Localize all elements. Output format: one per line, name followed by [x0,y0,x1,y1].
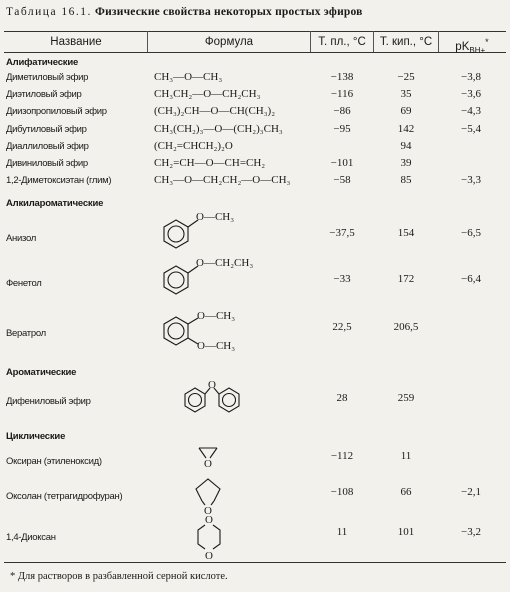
bond [199,448,206,458]
row-bp: 142 [397,123,415,135]
row-bp: 11 [400,450,412,462]
row-mp: −112 [330,450,354,462]
row-mp: −138 [330,71,354,83]
row-bp: 66 [400,486,412,498]
header-divider [147,31,148,52]
row-name: Дивиниловый эфир [6,158,88,169]
row-mp: 22,5 [332,321,352,333]
row-name: Диметиловый эфир [6,72,89,83]
row-pk: −2,1 [461,486,481,498]
section-aromatic: Ароматические [6,367,77,378]
row-bp: 259 [397,392,415,404]
anisole-substituent: O—CH₃ [196,211,235,223]
row-formula: CH₂=CH—O—CH=CH₂ [154,157,266,169]
row-name: Фенетол [6,278,42,289]
row-formula: (CH₂=CHCH₂)₂O [154,140,233,152]
row-bp: 35 [400,88,412,100]
row-pk: −6,5 [461,227,481,239]
row-formula: CH₃(CH₂)₃—O—(CH₂)₃CH₃ [154,123,283,135]
aromatic-circle [168,226,184,242]
row-mp: −108 [330,486,354,498]
phenetole-structure [158,252,268,304]
row-bp: 172 [397,273,415,285]
row-formula: CH₃—O—CH₃ [154,71,223,83]
row-mp: −37,5 [329,227,355,239]
veratrole-substituent-2: O—CH₃ [197,340,236,352]
aromatic-circle [189,394,202,407]
row-bp: −25 [397,71,415,83]
row-name: 1,4-Диоксан [6,532,56,543]
row-name: Оксолан (тетрагидрофуран) [6,491,123,502]
phenetole-substituent: O—CH₂CH₃ [196,257,254,269]
row-bp: 69 [400,105,412,117]
header-boiling-point: Т. кип., °С [379,36,433,48]
row-mp: −116 [330,88,354,100]
section-alkylaromatic: Алкилароматические [6,198,104,209]
aromatic-circle [168,272,184,288]
row-mp: 28 [336,392,348,404]
bond [210,448,217,458]
oxolane-structure [192,474,226,518]
row-pk: −6,4 [461,273,481,285]
row-pk: −5,4 [461,123,481,135]
row-name: Дифениловый эфир [6,396,91,407]
pk-symbol: pK [455,40,470,53]
ring-oxygen: O [205,550,213,562]
row-bp: 101 [397,526,415,538]
aromatic-circle [223,394,236,407]
pk-subscript: BH+ [469,46,486,56]
section-aliphatic: Алифатические [6,57,79,68]
header-bottom-rule [4,52,506,53]
row-formula: (CH₃)₂CH—O—CH(CH₃)₂ [154,105,276,117]
row-name: Оксиран (этиленоксид) [6,456,102,467]
diphenyl-ether-structure [184,376,244,420]
ring-bonds [196,479,220,501]
row-bp: 154 [397,227,415,239]
header-melting-point: Т. пл., °С [318,36,366,48]
footnote: * Для растворов в разбавленной серной кислоте. [10,571,228,582]
header-name: Название [50,36,102,48]
table-caption [6,6,363,18]
row-name: Анизол [6,233,36,244]
ring-bonds [198,525,205,549]
section-cyclic: Циклические [6,431,66,442]
ring-oxygen: O [204,458,212,470]
caption-title: Физические свойства некоторых простых эфиров [95,6,363,18]
row-bp: 39 [400,157,412,169]
row-mp: −101 [330,157,354,169]
header-pk [440,34,504,56]
row-mp: −58 [333,174,351,186]
row-name: Диизопропиловый эфир [6,106,107,117]
caption-label: Таблица 16.1. [6,6,92,18]
ring-oxygen: O [205,514,213,526]
row-pk: −4,3 [461,105,481,117]
row-mp: −95 [333,123,351,135]
row-name: Дибутиловый эфир [6,124,87,135]
oxirane-structure [196,444,222,470]
row-pk: −3,2 [461,526,481,538]
row-name: Диаллиловый эфир [6,141,89,152]
ether-oxygen: O [208,379,216,391]
row-pk: −3,8 [461,71,481,83]
table-bottom-rule [4,562,506,563]
row-name: Вератрол [6,328,46,339]
veratrole-substituent-1: O—CH₃ [197,310,236,322]
ring-oxygen: O [204,505,212,517]
row-formula: CH₃CH₂—O—CH₂CH₃ [154,88,261,100]
row-bp: 206,5 [393,321,419,333]
row-formula: CH₃—O—CH₂CH₂—O—CH₃ [154,174,291,186]
row-bp: 85 [400,174,412,186]
veratrole-structure [158,303,258,359]
pk-footnote-mark: * [485,37,489,47]
row-mp: 11 [336,526,348,538]
header-divider [438,31,439,52]
row-pk: −3,3 [461,174,481,186]
header-formula: Формула [204,36,254,48]
header-divider [310,31,311,52]
row-mp: −86 [333,105,351,117]
row-mp: −33 [333,273,351,285]
dioxane-structure [194,513,224,561]
row-name: Диэтиловый эфир [6,89,82,100]
anisole-structure [158,206,248,258]
row-name: 1,2-Диметоксиэтан (глим) [6,175,112,186]
table-top-rule [4,31,506,32]
header-divider [373,31,374,52]
aromatic-circle [168,323,184,339]
ring-bonds [213,525,220,549]
row-bp: 94 [400,140,412,152]
row-pk: −3,6 [461,88,481,100]
